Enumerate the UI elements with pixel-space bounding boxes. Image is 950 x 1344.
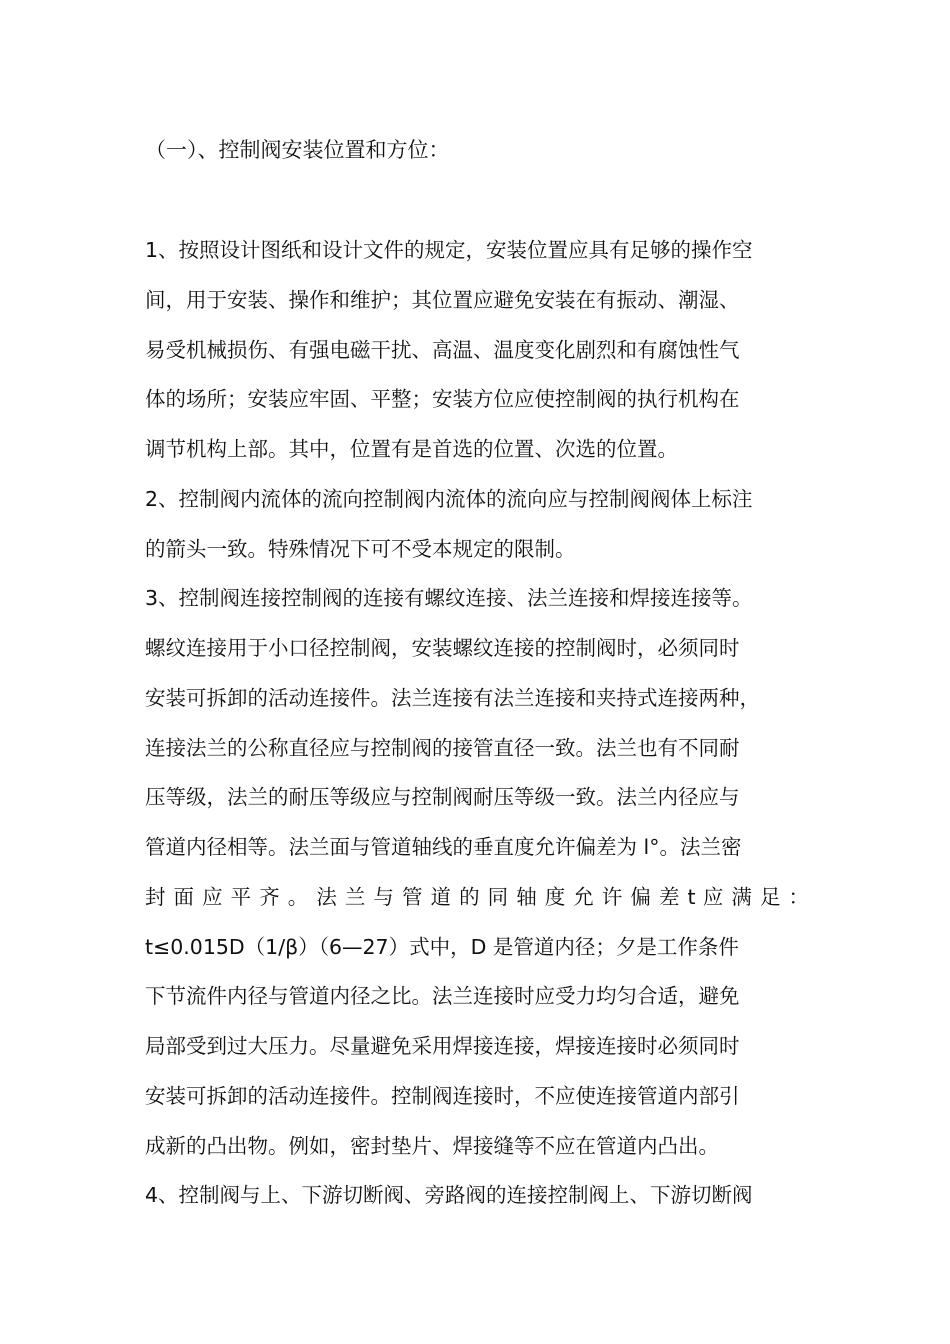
text-line: 间，用于安装、操作和维护；其位置应避免安装在有振动、潮湿、 bbox=[145, 287, 740, 312]
text-line: 封 面 应 平 齐 。 法 兰 与 管 道 的 同 轴 度 允 许 偏 差 t 应 满 足 ： bbox=[145, 884, 809, 909]
text-line: 体的场所；安装应牢固、平整；安装方位应使控制阀的执行机构在 bbox=[145, 387, 740, 412]
text-line: 4、控制阀与上、下游切断阀、旁路阀的连接控制阀上、下游切断阀 bbox=[145, 1183, 753, 1208]
text-line: 3、控制阀连接控制阀的连接有螺纹连接、法兰连接和焊接连接等。 bbox=[145, 586, 753, 611]
text-line: 螺纹连接用于小口径控制阀，安装螺纹连接的控制阀时，必须同时 bbox=[145, 636, 740, 660]
text-line: 安装可拆卸的活动连接件。控制阀连接时，不应使连接管道内部引 bbox=[145, 1083, 740, 1108]
text-line: 局部受到过大压力。尽量避免采用焊接连接，焊接连接时必须同时 bbox=[145, 1034, 740, 1058]
text-line: 2、控制阀内流体的流向控制阀内流体的流向应与控制阀阀体上标注 bbox=[145, 486, 753, 511]
text-line: 易受机械损伤、有强电磁干扰、高温、温度变化剧烈和有腐蚀性气 bbox=[145, 337, 740, 362]
body-text bbox=[145, 236, 809, 1231]
text-line: 连接法兰的公称直径应与控制阀的接管直径一致。法兰也有不同耐 bbox=[145, 735, 740, 760]
text-line: 安装可拆卸的活动连接件。法兰连接有法兰连接和夹持式连接两种， bbox=[145, 685, 760, 710]
text-line: 成新的凸出物。例如，密封垫片、焊接缝等不应在管道内凸出。 bbox=[145, 1133, 719, 1158]
text-line: 压等级，法兰的耐压等级应与控制阀耐压等级一致。法兰内径应与 bbox=[145, 785, 740, 810]
text-line: 管道内径相等。法兰面与管道轴线的垂直度允许偏差为 l°。法兰密 bbox=[145, 835, 742, 859]
text-line: 调节机构上部。其中，位置有是首选的位置、次选的位置。 bbox=[145, 437, 678, 461]
text-line: 的箭头一致。特殊情况下可不受本规定的限制。 bbox=[145, 536, 576, 561]
section-heading: （一）、控制阀安装位置和方位： bbox=[145, 138, 450, 162]
text-line: 1、按照设计图纸和设计文件的规定，安装位置应具有足够的操作空 bbox=[145, 238, 753, 262]
text-line: 下节流件内径与管道内径之比。法兰连接时应受力均匀合适，避免 bbox=[145, 984, 740, 1009]
text-line: t≤0.015D（1/β）（6—27）式中，D 是管道内径；夕是工作条件 bbox=[145, 934, 739, 959]
